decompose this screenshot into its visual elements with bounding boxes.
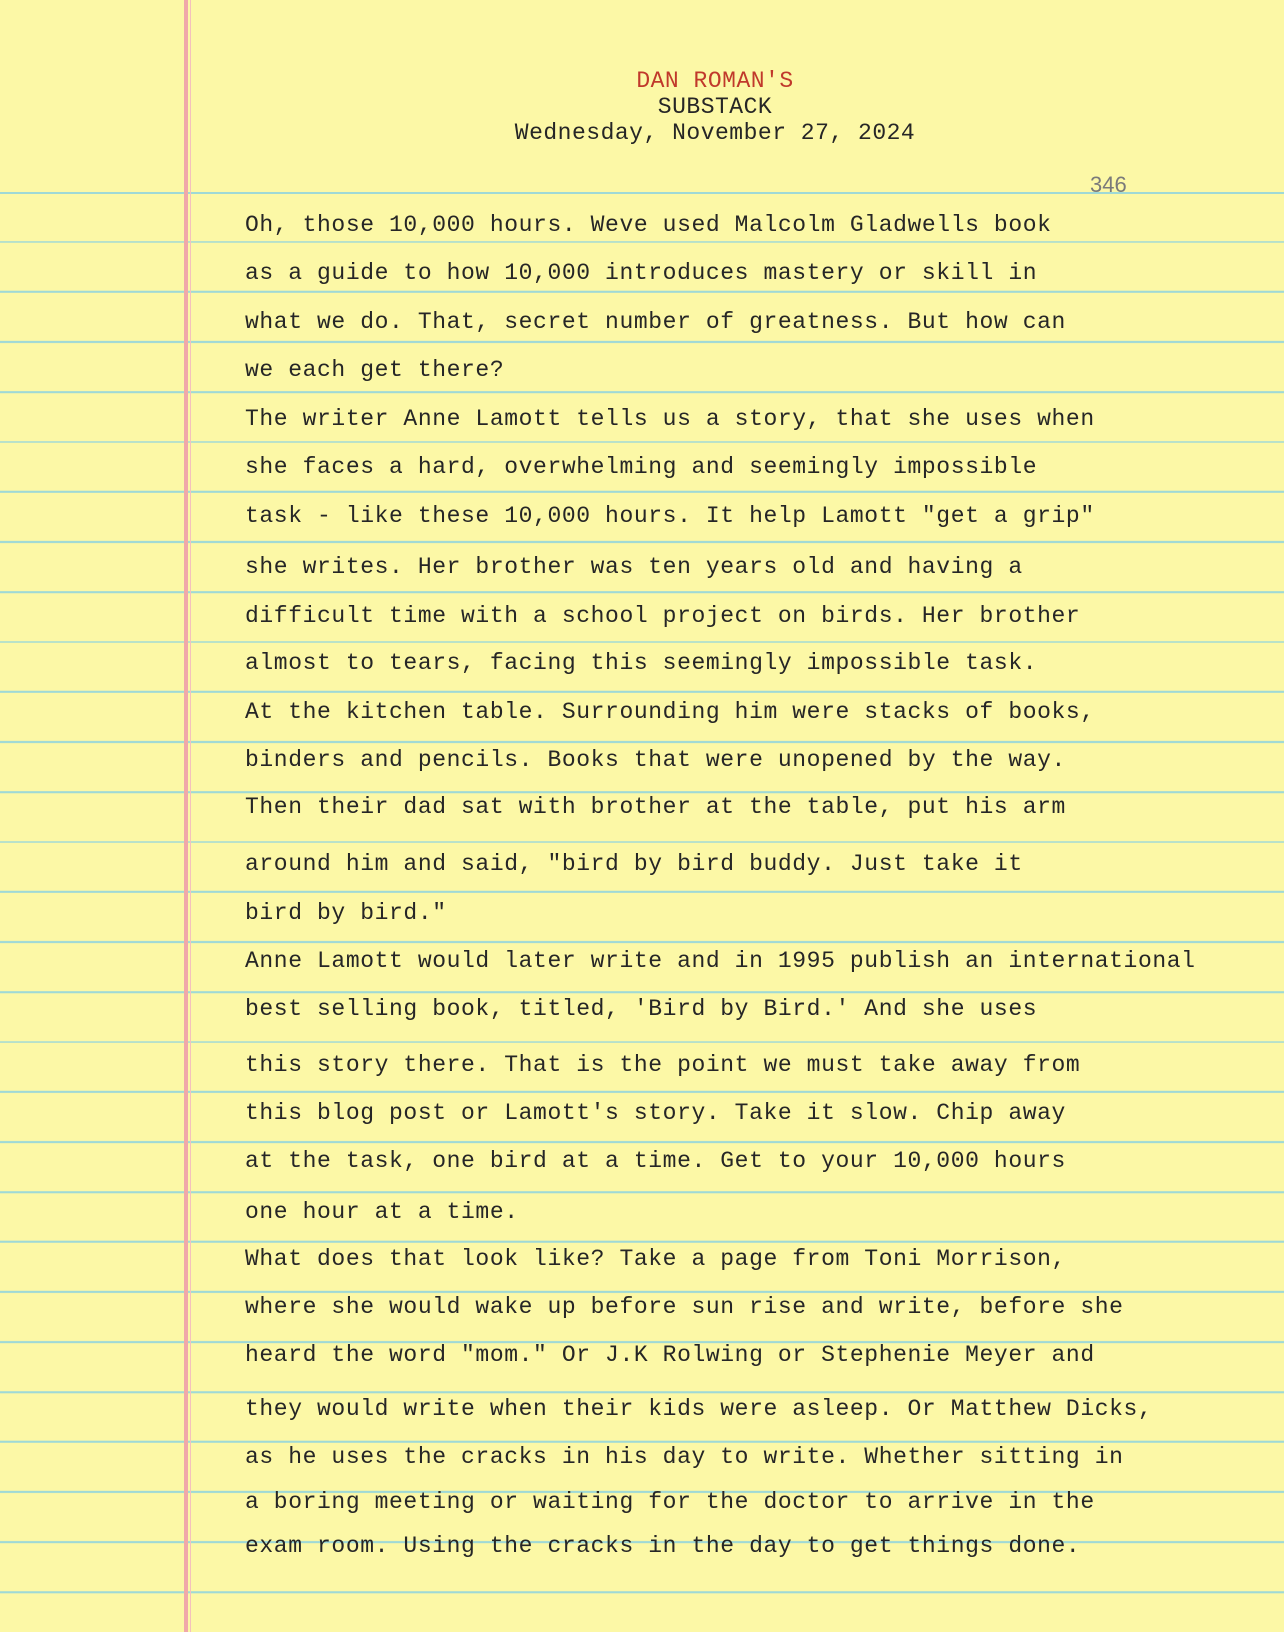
body-line: at the task, one bird at a time. Get to your 10,000 hours xyxy=(245,1148,1066,1174)
body-line: around him and said, "bird by bird buddy. Just take it xyxy=(245,851,1023,877)
body-line: a boring meeting or waiting for the doctor to arrive in the xyxy=(245,1489,1095,1515)
body-line: What does that look like? Take a page from Toni Morrison, xyxy=(245,1246,1066,1272)
body-line: where she would wake up before sun rise and write, before she xyxy=(245,1294,1124,1320)
body-line: they would write when their kids were asleep. Or Matthew Dicks, xyxy=(245,1396,1153,1422)
body-line: one hour at a time. xyxy=(245,1199,519,1225)
body-line: heard the word "mom." Or J.K Rolwing or Stephenie Meyer and xyxy=(245,1342,1095,1368)
body-line: exam room. Using the cracks in the day to get things done. xyxy=(245,1533,1081,1559)
body-line: binders and pencils. Books that were unopened by the way. xyxy=(245,747,1066,773)
body-line: At the kitchen table. Surrounding him were stacks of books, xyxy=(245,699,1095,725)
body-line: task - like these 10,000 hours. It help Lamott "get a grip" xyxy=(245,503,1095,529)
body-line: we each get there? xyxy=(245,357,505,383)
header-date: Wednesday, November 27, 2024 xyxy=(514,120,916,146)
body-line: what we do. That, secret number of greatness. But how can xyxy=(245,309,1066,335)
left-margin-rule xyxy=(184,0,188,1632)
body-line: Anne Lamott would later write and in 1995 publish an international xyxy=(245,948,1196,974)
body-line: bird by bird." xyxy=(245,900,447,926)
handwritten-page-number: 346 xyxy=(1090,172,1127,197)
body-line: almost to tears, facing this seemingly impossible task. xyxy=(245,650,1038,676)
typed-body-text xyxy=(245,0,1275,1559)
body-line: as he uses the cracks in his day to write. Whether sitting in xyxy=(245,1444,1124,1470)
body-line: she writes. Her brother was ten years old and having a xyxy=(245,554,1023,580)
body-line: Then their dad sat with brother at the table, put his arm xyxy=(245,794,1066,820)
header-title: DAN ROMAN'S xyxy=(636,68,794,94)
body-line: difficult time with a school project on birds. Her brother xyxy=(245,603,1081,629)
body-line: this story there. That is the point we must take away from xyxy=(245,1052,1081,1078)
body-line: Oh, those 10,000 hours. Weve used Malcolm Gladwells book xyxy=(245,212,1052,238)
body-line: this blog post or Lamott's story. Take it slow. Chip away xyxy=(245,1100,1066,1126)
body-line: The writer Anne Lamott tells us a story, that she uses when xyxy=(245,406,1095,432)
body-line: she faces a hard, overwhelming and seemingly impossible xyxy=(245,454,1038,480)
header-subtitle: SUBSTACK xyxy=(657,94,773,120)
body-line: best selling book, titled, 'Bird by Bird.' And she uses xyxy=(245,996,1038,1022)
body-line: as a guide to how 10,000 introduces mastery or skill in xyxy=(245,260,1038,286)
left-margin-rule-secondary xyxy=(190,0,191,1632)
